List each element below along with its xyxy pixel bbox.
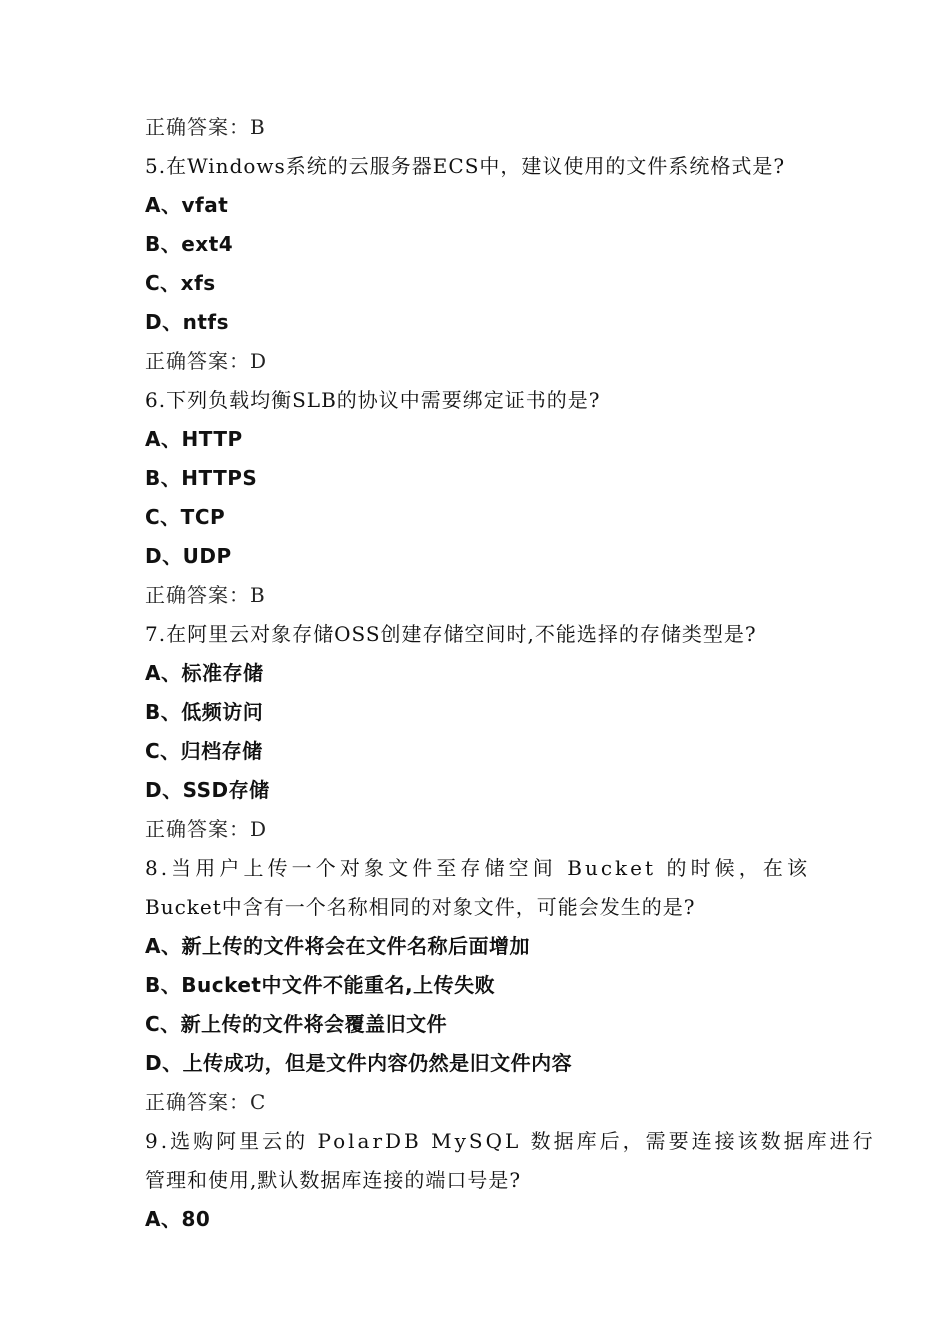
option-line: B、HTTPS bbox=[145, 466, 258, 490]
answer-line: 正确答案：C bbox=[145, 1090, 267, 1114]
page-content bbox=[145, 108, 876, 1239]
question-line: 8.当用户上传一个对象文件至存储空间 Bucket 的时候，在该 bbox=[145, 856, 810, 880]
option-line: D、ntfs bbox=[145, 310, 230, 334]
answer-line: 正确答案：D bbox=[145, 817, 268, 841]
option-line: A、HTTP bbox=[145, 427, 243, 451]
option-line: C、新上传的文件将会覆盖旧文件 bbox=[145, 1012, 448, 1036]
option-line: C、归档存储 bbox=[145, 739, 263, 763]
option-line: C、TCP bbox=[145, 505, 226, 529]
option-line: B、Bucket中文件不能重名,上传失败 bbox=[145, 973, 496, 997]
option-line: A、vfat bbox=[145, 193, 229, 217]
question-line-continued: Bucket中含有一个名称相同的对象文件，可能会发生的是? bbox=[145, 895, 696, 919]
question-line: 7.在阿里云对象存储OSS创建存储空间时,不能选择的存储类型是? bbox=[145, 622, 757, 646]
question-line-continued: 管理和使用,默认数据库连接的端口号是? bbox=[145, 1168, 522, 1192]
option-line: A、标准存储 bbox=[145, 661, 264, 685]
answer-line: 正确答案：B bbox=[145, 115, 266, 139]
answer-line: 正确答案：B bbox=[145, 583, 266, 607]
option-line: D、上传成功，但是文件内容仍然是旧文件内容 bbox=[145, 1051, 573, 1075]
option-line: D、SSD存储 bbox=[145, 778, 270, 802]
question-line: 9.选购阿里云的 PolarDB MySQL 数据库后，需要连接该数据库进行 bbox=[145, 1129, 876, 1153]
option-line: B、低频访问 bbox=[145, 700, 264, 724]
question-line: 5.在Windows系统的云服务器ECS中，建议使用的文件系统格式是? bbox=[145, 154, 786, 178]
option-line: C、xfs bbox=[145, 271, 216, 295]
option-line: D、UDP bbox=[145, 544, 232, 568]
answer-line: 正确答案：D bbox=[145, 349, 268, 373]
option-line: A、80 bbox=[145, 1207, 211, 1231]
option-line: A、新上传的文件将会在文件名称后面增加 bbox=[145, 934, 530, 958]
question-line: 6.下列负载均衡SLB的协议中需要绑定证书的是? bbox=[145, 388, 601, 412]
option-line: B、ext4 bbox=[145, 232, 234, 256]
